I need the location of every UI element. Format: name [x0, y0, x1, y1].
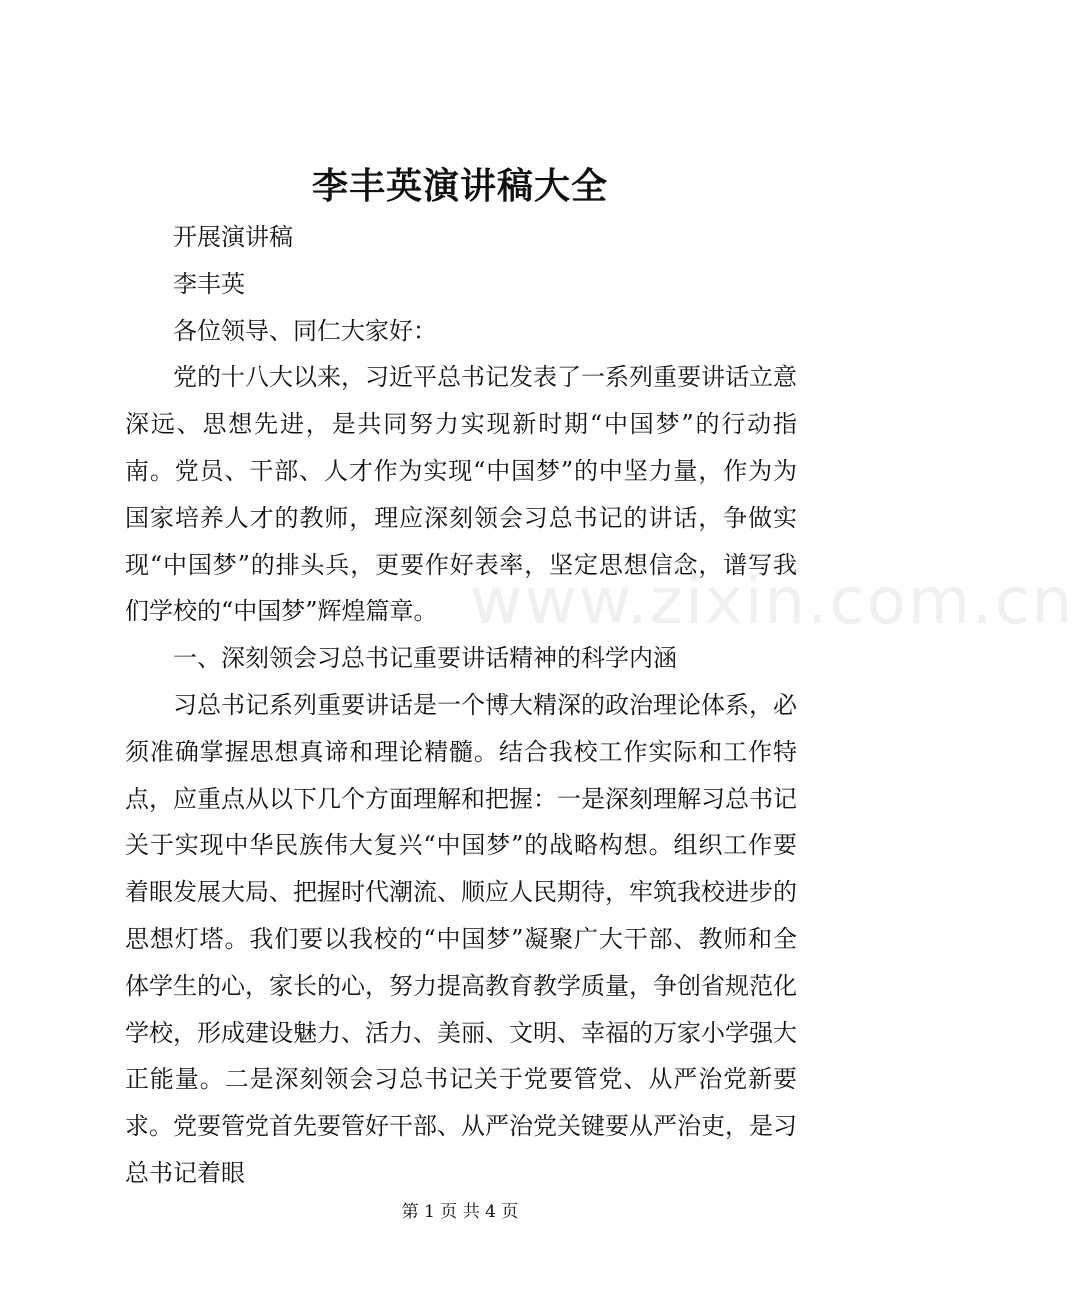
paragraph-intro: 党的十八大以来，习近平总书记发表了一系列重要讲话立意深远、思想先进，是共同努力实现新时期“中国梦”的行动指南。党员、干部、人才作为实现“中国梦”的中坚力量，作为为国家培养人才的教师，理应深刻领会习总书记的讲话，争做实现“中国梦”的排头兵，更要作好表率，坚定思想信念，谱写我们学校的“中国梦”辉煌篇章。 [125, 363, 797, 626]
paragraph-greeting: 各位领导、同仁大家好： [173, 316, 437, 345]
paragraph-subtitle: 开展演讲稿 [173, 223, 293, 251]
watermark: www.zixin.com.cn [470, 565, 1074, 639]
paragraph-author: 李丰英 [173, 269, 245, 298]
paragraph-section-1: 习总书记系列重要讲话是一个博大精深的政治理论体系，必须准确掌握思想真谛和理论精髓。结合我校工作实际和工作特点，应重点从以下几个方面理解和把握：一是深刻理解习总书记关于实现中华民族伟大复兴“中国梦”的战略构想。组织工作要着眼发展大局、把握时代潮流、顺应人民期待，牢筑我校进步的思想灯塔。我们要以我校的“中国梦”凝聚广大干部、教师和全体学生的心，家长的心，努力提高教育教学质量，争创省规范化学校，形成建设魅力、活力、美丽、文明、幸福的万家小学强大正能量。二是深刻领会习总书记关于党要管党、从严治党新要求。党要管党首先要管好干部、从严治党关键要从严治吏，是习总书记着眼 [125, 690, 797, 1187]
document-title: 李丰英演讲稿大全 [311, 165, 608, 207]
section-heading-1: 一、深刻领会习总书记重要讲话精神的科学内涵 [173, 644, 677, 673]
document-body [125, 214, 797, 1197]
page-footer: 第 1 页 共 4 页 [401, 1202, 519, 1222]
